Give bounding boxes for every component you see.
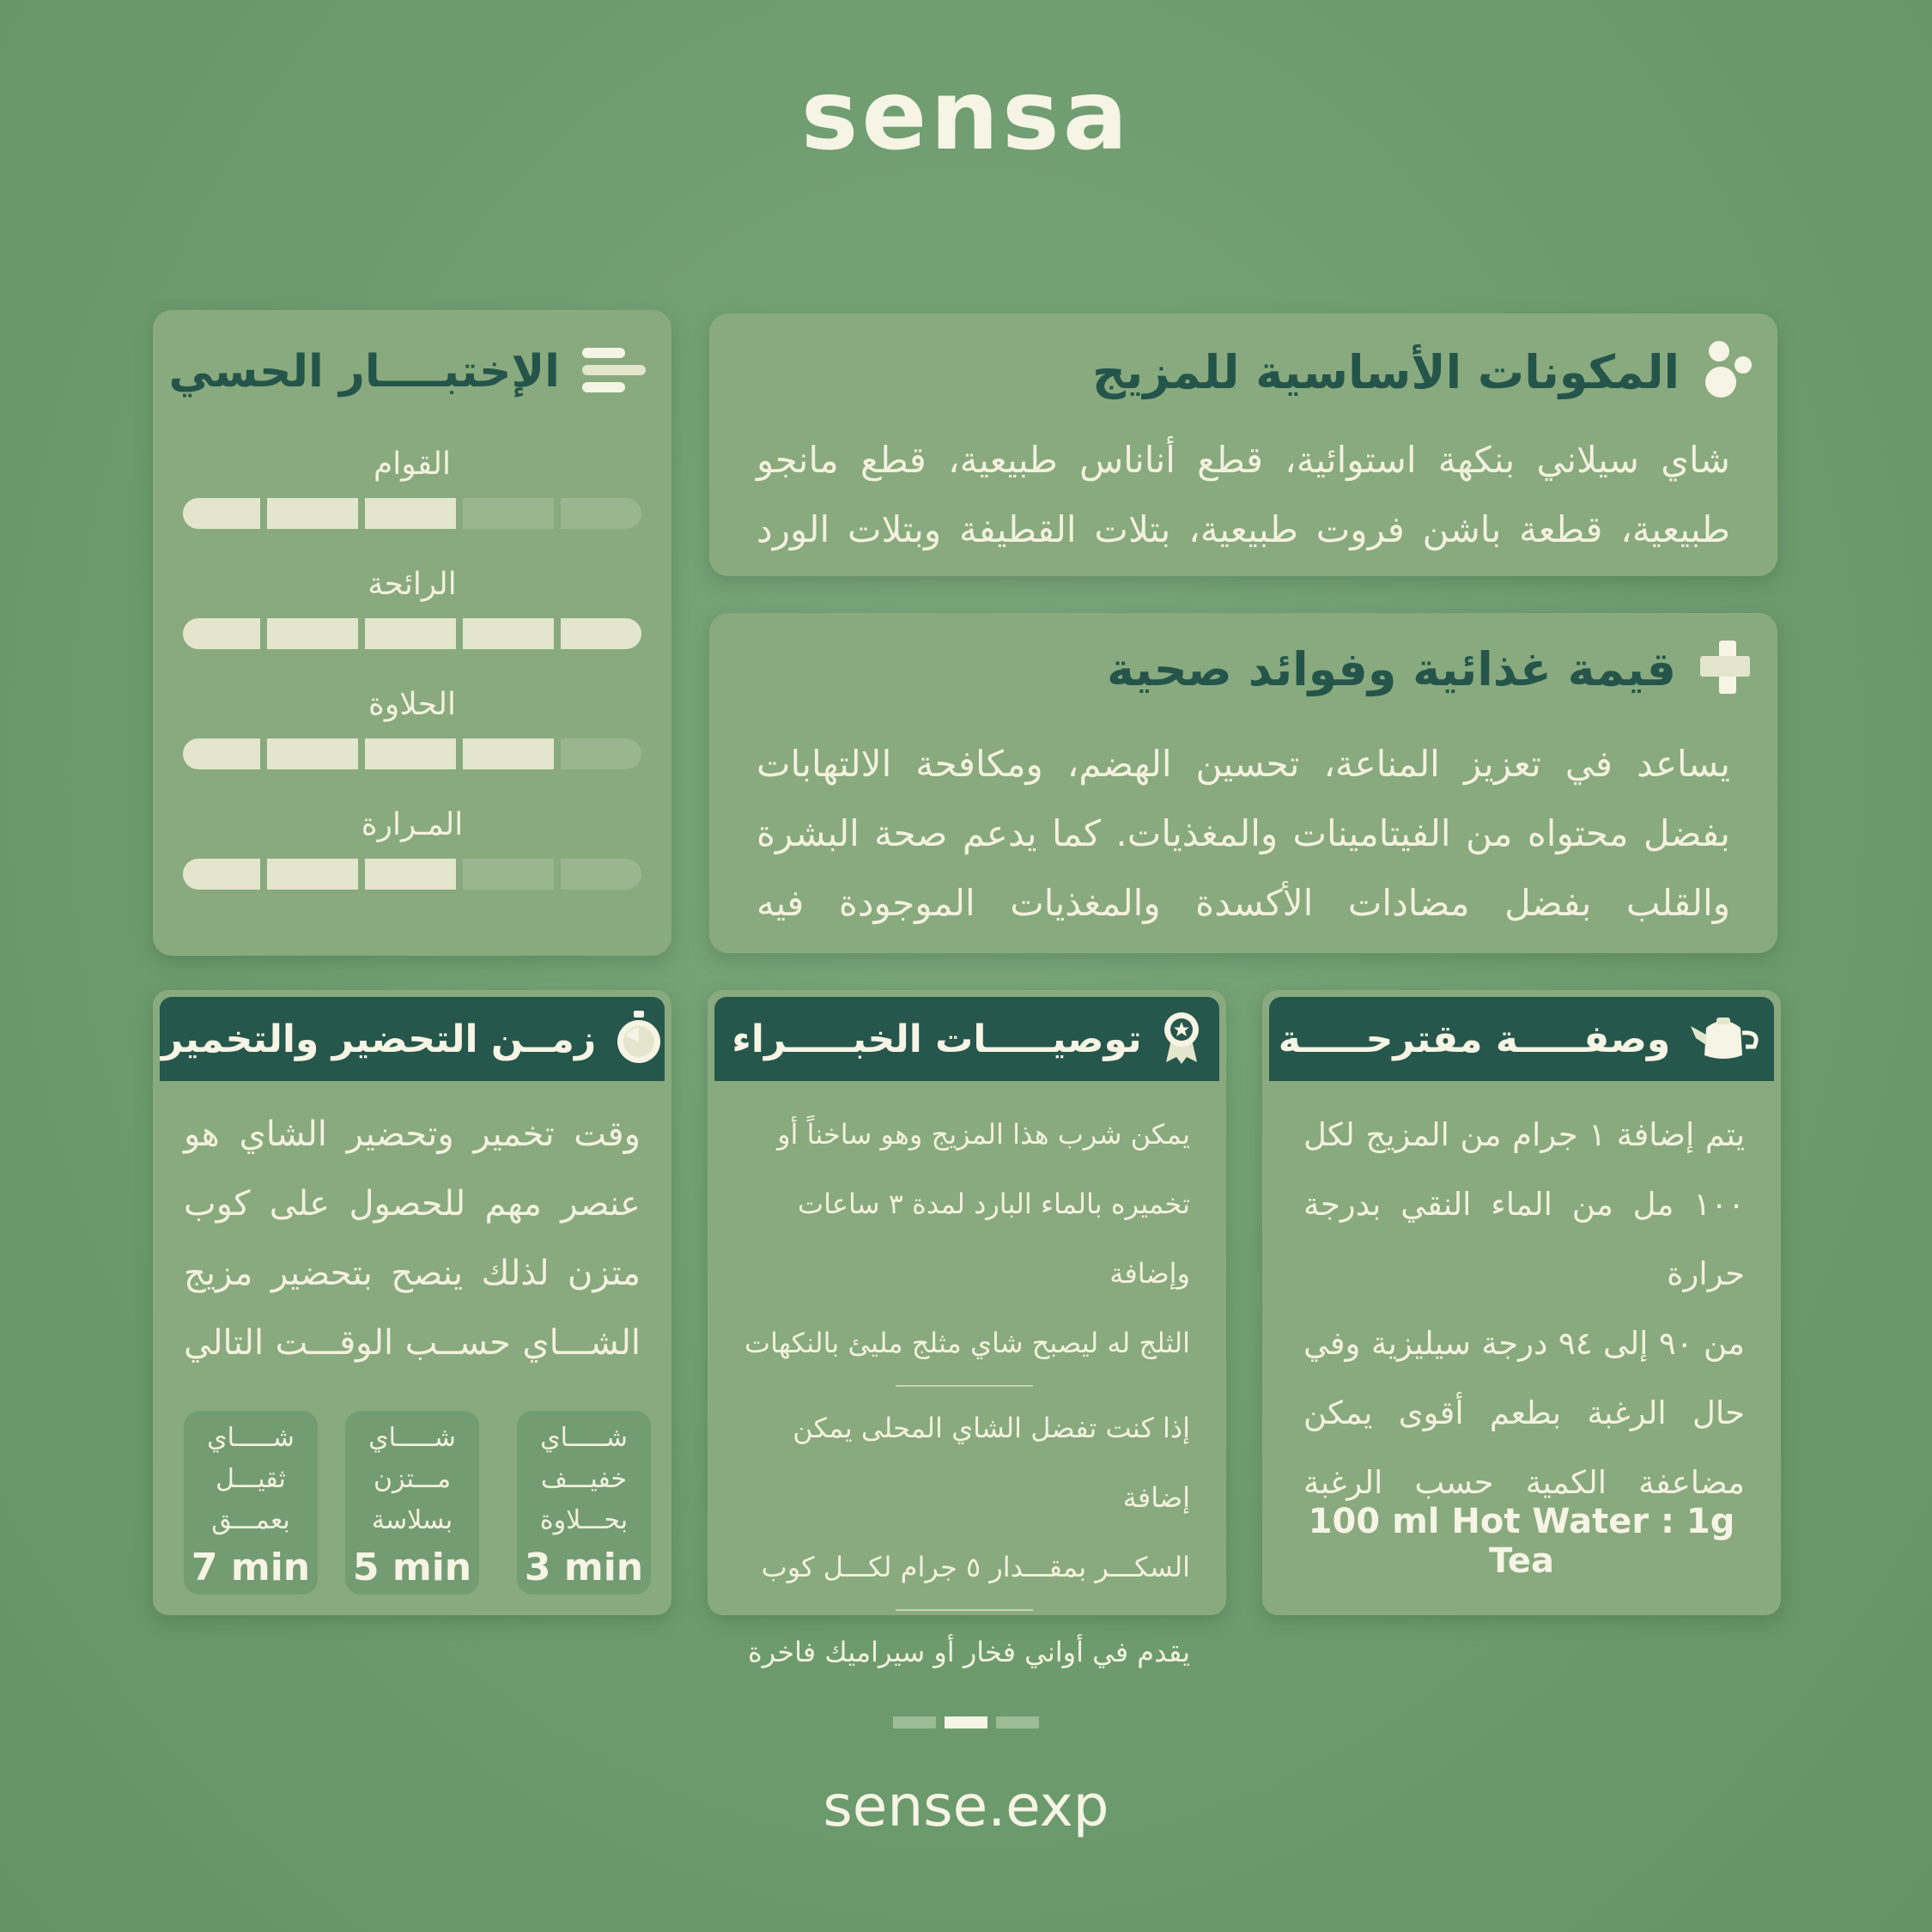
ingredients-card (709, 313, 1777, 576)
recipe-title: وصفـــــة مقترحـــــة (1278, 1017, 1671, 1061)
metric-segment (561, 498, 641, 529)
brew-line: عنصر مهم للحصول على كوب (184, 1184, 641, 1224)
sensory-card (153, 310, 671, 956)
metric-segment (183, 859, 260, 890)
metric-bar (183, 618, 641, 649)
metric-label: الرائحة (368, 567, 457, 602)
expert-line: تخميره بالماء البارد لمدة ٣ ساعات وإضافة (798, 1188, 1190, 1290)
pagination-dots (893, 1716, 1039, 1728)
sensory-metric (183, 804, 641, 890)
ingredients-text: شاي سيلاني بنكهة استوائية، قطع أناناس طبيعية، قطع مانجو طبيعية، قطعة باشن فروت طبيعية، بتلات القطيفة وبتلات الورد (756, 439, 1730, 550)
metric-label: المـرارة (361, 807, 464, 842)
divider (896, 1609, 1033, 1611)
brew-option-light (517, 1411, 651, 1595)
metric-segment (267, 618, 358, 649)
benefits-card (709, 613, 1777, 953)
metric-segment (561, 618, 641, 649)
metric-segment (463, 859, 554, 890)
brew-option-time: 7 min (191, 1546, 311, 1589)
metric-bar (183, 859, 641, 890)
metric-segment (183, 618, 260, 649)
expert-line: الثلج له ليصبح شاي مثلج مليئ بالنكهات (744, 1327, 1190, 1359)
experts-header (714, 997, 1219, 1081)
metric-segment (267, 738, 358, 769)
expert-line: السكـــر بمقـــدار ٥ جرام لكـــل كوب (761, 1551, 1190, 1583)
experts-card (708, 990, 1226, 1668)
metric-label: الحلاوة (368, 687, 456, 722)
bars-icon (582, 346, 646, 398)
sensory-header (169, 346, 646, 398)
metric-segment (267, 859, 358, 890)
pagination-dot[interactable] (996, 1716, 1039, 1728)
expert-line: يمكن شرب هذا المزيج وهو ساخناً أو (777, 1118, 1190, 1151)
metric-segment (267, 498, 358, 529)
ingredients-title: المكونات الأساسية للمزيج (1092, 344, 1680, 399)
metric-segment (365, 618, 456, 649)
metric-segment (463, 498, 554, 529)
recipe-line: ١٠٠ مل من الماء النقي بدرجة حرارة (1303, 1186, 1745, 1292)
sensory-metric (183, 683, 641, 769)
metric-segment (561, 859, 641, 890)
recipe-line: من ٩٠ إلى ٩٤ درجة سيليزية وفي (1303, 1325, 1745, 1362)
experts-body (738, 1100, 1190, 1687)
metric-bar (183, 498, 641, 529)
teapot-icon (1689, 1012, 1765, 1066)
metric-segment (365, 859, 456, 890)
expert-line: إذا كنت تفضل الشاي المحلى يمكن إضافة (793, 1412, 1190, 1514)
brew-card (153, 990, 671, 1615)
brew-line: وقت تخمير وتحضير الشاي هو (184, 1115, 641, 1154)
metric-segment (365, 738, 456, 769)
experts-title: توصيـــــات الخبـــــراء (732, 1017, 1142, 1061)
pagination-dot-active[interactable] (945, 1716, 987, 1728)
brew-line: متزن لذلك ينصح بتحضير مزيج (184, 1254, 641, 1293)
benefits-title: قيمة غذائية وفوائد صحية (1106, 641, 1676, 696)
metric-segment (463, 618, 554, 649)
ingredients-dots-icon (1702, 339, 1752, 404)
recipe-line: مضاعفة الكمية حسب الرغبة (1303, 1464, 1745, 1501)
brew-body (184, 1100, 641, 1378)
award-badge-icon (1161, 1011, 1202, 1067)
ingredients-header (1092, 339, 1752, 404)
metric-segment (183, 498, 260, 529)
brew-option-time: 3 min (524, 1546, 644, 1589)
stopwatch-icon (615, 1011, 663, 1067)
recipe-body (1303, 1100, 1745, 1517)
divider (896, 1385, 1033, 1387)
brew-line: الشـــاي حســب الوقـــت التالي (184, 1323, 641, 1363)
brew-title: زمــن التحضير والتخمير (161, 1017, 597, 1061)
brew-option-label: شـــــاي ثقيـــل بعمـــق (207, 1423, 295, 1535)
recipe-card (1262, 990, 1781, 1615)
benefits-text: يساعد في تعزيز المناعة، تحسين الهضم، ومكافحة الالتهابات بفضل محتواه من الفيتامينات والمغذيات. كما يدعم صحة البشرة والقلب بفضل مضادات الأكسدة والمغذيات الموجودة فيه (756, 743, 1730, 924)
ratio-text: 100 ml Hot Water : 1g Tea (1308, 1502, 1735, 1581)
sensory-title: الإختبــــار الحسي (168, 346, 560, 398)
recipe-header (1269, 997, 1774, 1081)
metric-segment (463, 738, 554, 769)
recipe-line: يتم إضافة ١ جرام من المزيج لكل (1303, 1116, 1745, 1153)
metric-bar (183, 738, 641, 769)
brew-option-label: شـــــاي خفيـــف بحـــلاوة (539, 1423, 629, 1535)
health-cross-icon (1698, 639, 1752, 699)
benefits-header (1107, 639, 1752, 699)
brand-logo: sensa (800, 60, 1132, 172)
brew-option-strong (184, 1411, 318, 1595)
metric-label: القوام (373, 447, 452, 482)
brew-option-balanced (345, 1411, 479, 1595)
metric-segment (183, 738, 260, 769)
metric-segment (365, 498, 456, 529)
brew-option-time: 5 min (352, 1546, 472, 1589)
brew-option-label: شـــــاي مـــتزن بسلاسة (368, 1423, 456, 1535)
metric-segment (561, 738, 641, 769)
recipe-line: حال الرغبة بطعم أقوى يمكن (1303, 1394, 1745, 1431)
sensory-metric (183, 563, 641, 649)
brand-handle: sense.exp (823, 1773, 1109, 1839)
sensory-metric (183, 443, 641, 529)
brew-header (160, 997, 665, 1081)
expert-line: يقدم في أواني فخار أو سيراميك فاخرة (747, 1636, 1190, 1668)
pagination-dot[interactable] (893, 1716, 936, 1728)
